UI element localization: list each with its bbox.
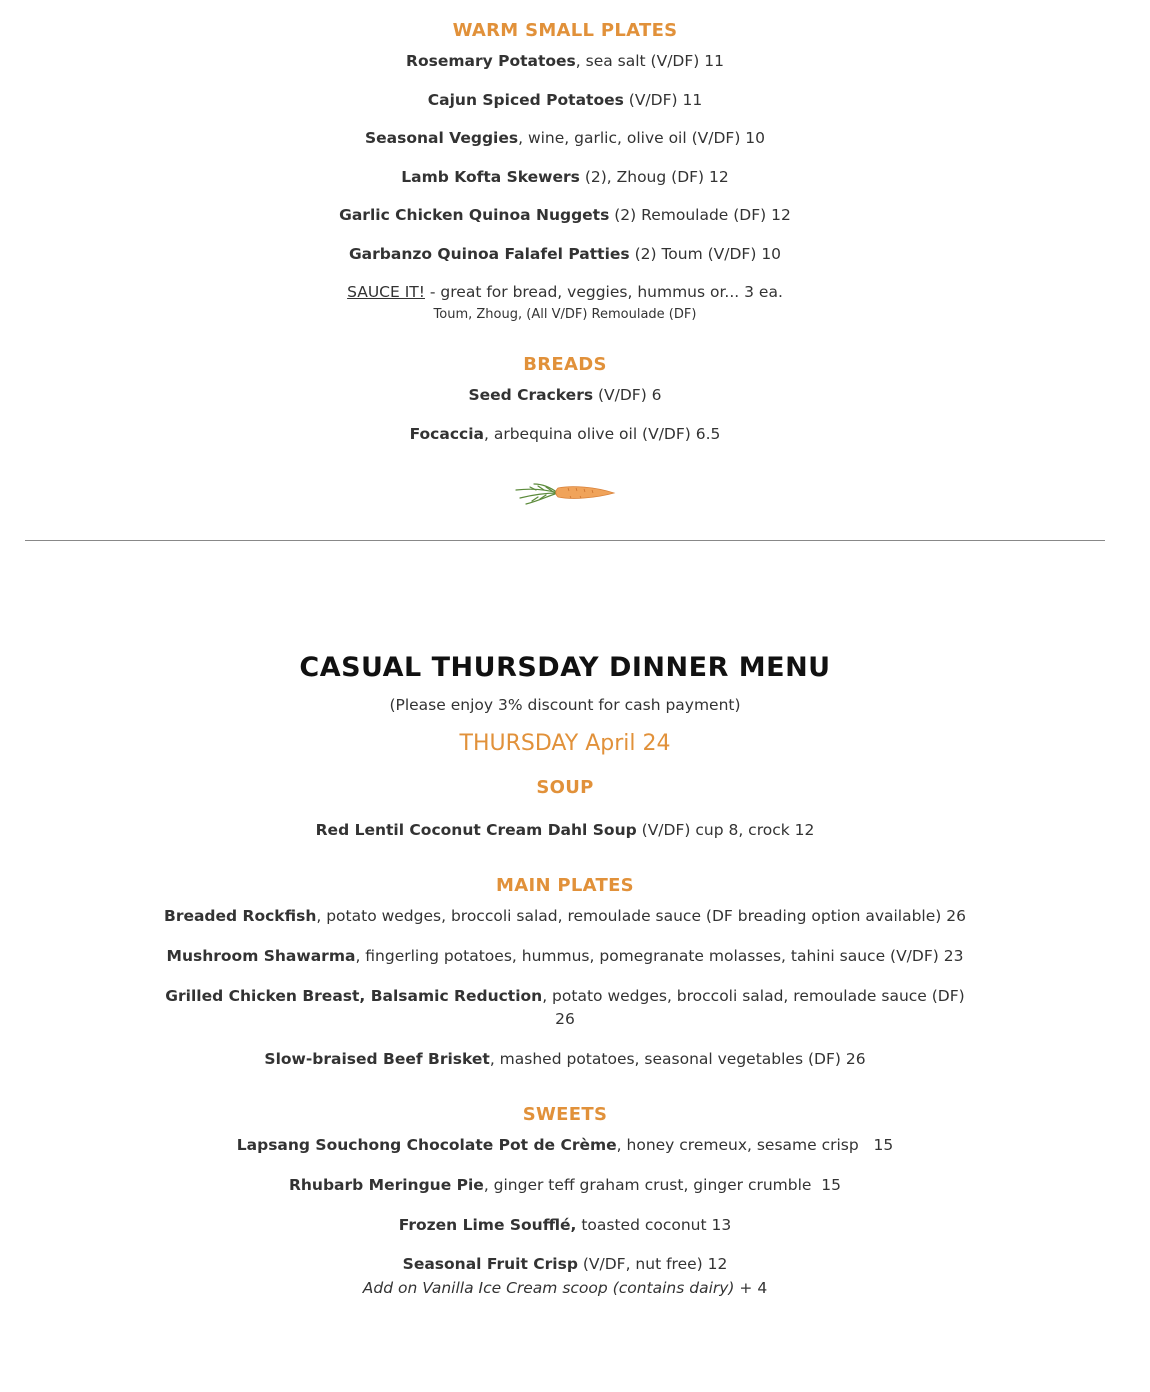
sauce-line	[0, 283, 1130, 301]
menu-item	[0, 1176, 1130, 1194]
item-name: Lapsang Souchong Chocolate Pot de Crème	[236, 1136, 617, 1154]
item-desc: toasted coconut 13	[576, 1216, 732, 1234]
menu-item	[0, 907, 1130, 925]
item-desc: (V/DF) cup 8, crock 12	[636, 821, 815, 839]
sweets-heading: SWEETS	[522, 1104, 608, 1125]
menu-date: THURSDAY April 24	[459, 731, 671, 756]
item-name: Garlic Chicken Quinoa Nuggets	[339, 206, 610, 224]
item-desc: , ginger teff graham crust, ginger crumble 15	[483, 1176, 842, 1194]
addon-line	[0, 1279, 1130, 1297]
item-desc: , fingerling potatoes, hummus, pomegranate molasses, tahini sauce (V/DF) 23	[355, 947, 964, 965]
item-name: Seasonal Fruit Crisp	[402, 1255, 578, 1273]
menu-item	[0, 1216, 1130, 1234]
item-desc: (2), Zhoug (DF) 12	[579, 168, 729, 186]
soup-heading: SOUP	[536, 777, 594, 798]
item-name: Cajun Spiced Potatoes	[427, 91, 624, 109]
item-name: Grilled Chicken Breast, Balsamic Reduction	[165, 987, 543, 1005]
warm-small-plates-heading: WARM SMALL PLATES	[452, 20, 678, 41]
item-name: Red Lentil Coconut Cream Dahl Soup	[315, 821, 637, 839]
addon-price: + 4	[734, 1279, 768, 1297]
item-name: Mushroom Shawarma	[166, 947, 356, 965]
menu-item-price: 26	[555, 1010, 575, 1028]
page-title: CASUAL THURSDAY DINNER MENU	[299, 652, 831, 683]
menu-item	[0, 425, 1130, 443]
item-desc: (V/DF) 11	[623, 91, 703, 109]
item-desc: (2) Remoulade (DF) 12	[609, 206, 791, 224]
item-name: Focaccia	[409, 425, 484, 443]
menu-item	[0, 168, 1130, 186]
menu-item	[0, 206, 1130, 224]
section-divider	[25, 540, 1105, 541]
item-desc: (V/DF) 6	[593, 386, 662, 404]
menu-item	[0, 1136, 1130, 1154]
item-desc: , honey cremeux, sesame crisp 15	[616, 1136, 894, 1154]
menu-item	[0, 91, 1130, 109]
item-name: Breaded Rockfish	[164, 907, 317, 925]
menu-item	[0, 1255, 1130, 1273]
menu-item	[0, 947, 1130, 965]
item-name: Garbanzo Quinoa Falafel Patties	[348, 245, 630, 263]
item-desc: , arbequina olive oil (V/DF) 6.5	[483, 425, 721, 443]
carrot-icon	[512, 476, 618, 510]
discount-note: (Please enjoy 3% discount for cash payment)	[389, 696, 741, 714]
menu-item	[0, 129, 1130, 147]
menu-item	[0, 987, 1130, 1005]
item-name: Rosemary Potatoes	[406, 52, 576, 70]
item-name: Seed Crackers	[468, 386, 594, 404]
item-desc: , potato wedges, broccoli salad, remoulade sauce (DF)	[542, 987, 965, 1005]
breads-heading: BREADS	[523, 354, 607, 375]
sauce-options: Toum, Zhoug, (All V/DF) Remoulade (DF)	[433, 307, 697, 322]
item-name: Rhubarb Meringue Pie	[288, 1176, 484, 1194]
item-desc: , mashed potatoes, seasonal vegetables (DF) 26	[489, 1050, 866, 1068]
menu-item	[0, 1050, 1130, 1068]
menu-item	[0, 821, 1130, 839]
item-desc: , wine, garlic, olive oil (V/DF) 10	[518, 129, 766, 147]
item-name: Lamb Kofta Skewers	[401, 168, 580, 186]
menu-item	[0, 52, 1130, 70]
item-name: Slow-braised Beef Brisket	[264, 1050, 490, 1068]
main-plates-heading: MAIN PLATES	[496, 875, 634, 896]
item-desc: , sea salt (V/DF) 11	[575, 52, 724, 70]
sauce-label: SAUCE IT!	[347, 283, 425, 301]
item-name: Frozen Lime Soufflé,	[398, 1216, 577, 1234]
addon-text: Add on Vanilla Ice Cream scoop (contains dairy)	[362, 1279, 735, 1297]
item-name: Seasonal Veggies	[364, 129, 519, 147]
item-desc: (2) Toum (V/DF) 10	[629, 245, 782, 263]
sauce-desc: - great for bread, veggies, hummus or... 3 ea.	[424, 283, 783, 301]
item-desc: (V/DF, nut free) 12	[577, 1255, 728, 1273]
menu-item	[0, 245, 1130, 263]
item-desc: , potato wedges, broccoli salad, remoulade sauce (DF breading option available) 26	[316, 907, 966, 925]
menu-item	[0, 386, 1130, 404]
